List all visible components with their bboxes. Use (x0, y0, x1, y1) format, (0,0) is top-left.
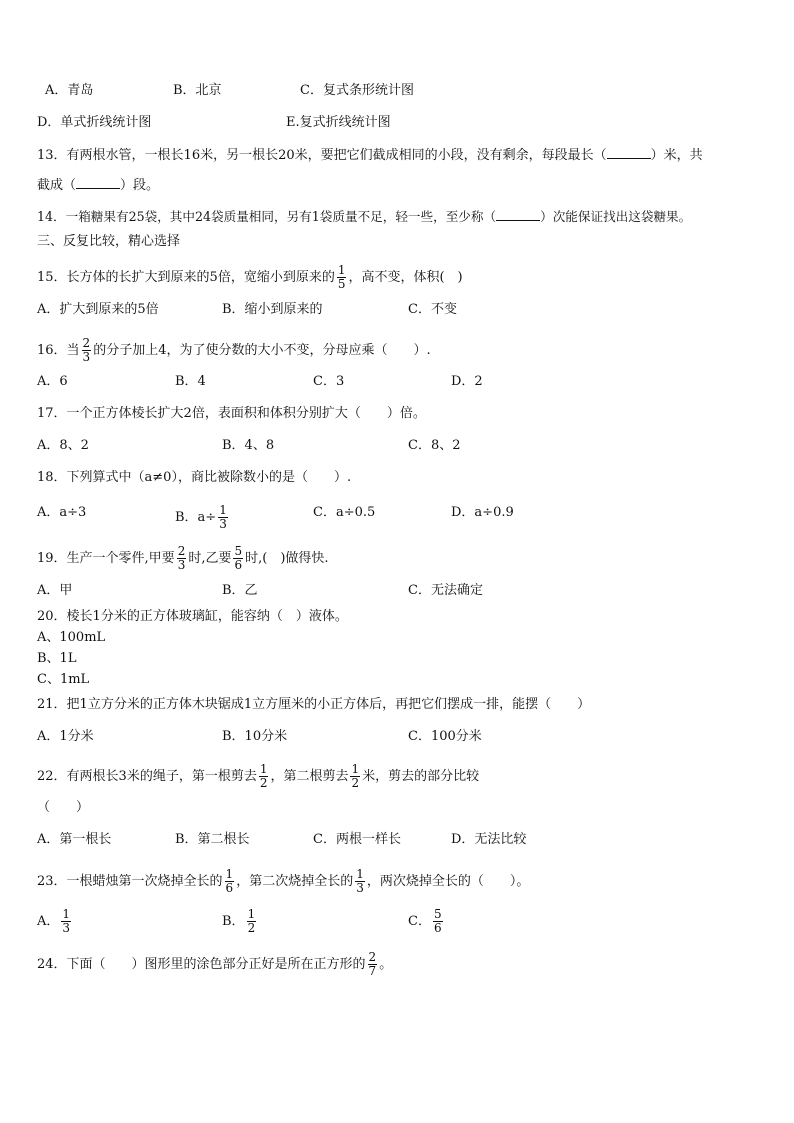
question-20: 20．棱长1分米的正方体玻璃缸，能容纳（ ）液体。 (37, 609, 348, 624)
question-22-line2: （ ） (37, 800, 90, 815)
option-a-prefix: A． (37, 914, 60, 929)
option-c: C．无法确定 (408, 583, 483, 598)
option-a: A．8、2 (37, 438, 89, 453)
option-a: A、100mL (37, 630, 106, 645)
fraction (350, 763, 360, 790)
denominator: 6 (234, 558, 243, 572)
question-15 (37, 264, 463, 291)
option-a: A．青岛 (45, 83, 94, 98)
q14-text-2: ）次能保证找出这袋糖果。 (540, 209, 692, 224)
question-13-line1 (37, 146, 703, 165)
option-d: D．a÷0.9 (451, 505, 514, 520)
option-a: A．6 (37, 374, 68, 389)
q15-text-1: 15．长方体的长扩大到原来的5倍，宽缩小到原来的 (37, 270, 335, 285)
section-heading: 三、反复比较，精心选择 (37, 234, 181, 249)
fraction (82, 337, 92, 364)
denominator: 2 (351, 776, 360, 790)
option-c: C、1mL (37, 672, 90, 687)
option-b: B．乙 (222, 583, 258, 598)
option-b: B．北京 (173, 83, 222, 98)
question-19 (37, 545, 329, 572)
option-d: D．2 (451, 374, 483, 389)
question-21: 21．把1立方分米的正方体木块锯成1立方厘米的小正方体后，再把它们摆成一排，能摆（ ） (37, 697, 591, 712)
q23-text-1: 23．一根蜡烛第一次烧掉全长的 (37, 874, 223, 889)
q13-text-2: ）米，共 (650, 148, 703, 163)
option-a: A．扩大到原来的5倍 (37, 302, 159, 317)
option-b (222, 908, 258, 935)
numerator: 1 (259, 762, 268, 776)
numerator: 2 (368, 950, 377, 964)
q23-text-3: ，两次烧掉全长的（ ）。 (366, 874, 530, 889)
fraction (225, 868, 235, 895)
question-24 (37, 951, 392, 978)
fraction (233, 545, 243, 572)
q22-text-2: ，第二根剪去 (270, 769, 349, 784)
question-14 (37, 208, 691, 226)
denominator: 6 (225, 881, 234, 895)
answer-blank (496, 208, 540, 221)
question-16 (37, 337, 431, 364)
denominator: 3 (62, 921, 71, 935)
question-22-line1 (37, 763, 479, 790)
option-c: C．复式条形统计图 (300, 83, 414, 98)
q14-text-1: 14．一箱糖果有25袋，其中24袋质量相同，另有1袋质量不足，轻一些，至少称（ (37, 209, 497, 224)
question-17: 17．一个正方体棱长扩大2倍，表面积和体积分别扩大（ ）倍。 (37, 406, 426, 421)
option-d: D．单式折线统计图 (37, 115, 152, 130)
numerator: 5 (433, 907, 442, 921)
numerator: 1 (356, 867, 364, 881)
numerator: 1 (219, 503, 227, 517)
option-e: E.复式折线统计图 (286, 115, 391, 130)
q19-text-2: 时,乙要 (188, 551, 232, 566)
denominator: 3 (219, 517, 227, 531)
option-c: C．不变 (408, 302, 457, 317)
denominator: 2 (259, 776, 268, 790)
option-c: C．8、2 (408, 438, 461, 453)
q16-text-2: 的分子加上4，为了使分数的大小不变，分母应乘（ ）. (93, 343, 431, 358)
q23-text-2: ，第二次烧掉全长的 (236, 874, 354, 889)
q24-text-1: 24．下面（ ）图形里的涂色部分正好是所在正方形的 (37, 957, 366, 972)
numerator: 5 (234, 544, 243, 558)
q13-text-3: 截成（ (37, 178, 77, 193)
option-c: C．3 (313, 374, 345, 389)
option-c: C．100分米 (408, 729, 482, 744)
denominator: 5 (337, 277, 346, 291)
option-c: C．两根一样长 (313, 832, 401, 847)
option-d: D．无法比较 (451, 832, 527, 847)
option-c-prefix: C． (408, 914, 431, 929)
numerator: 2 (82, 336, 91, 350)
option-b: B．10分米 (222, 729, 288, 744)
q19-text-3: 时,( )做得快. (245, 551, 329, 566)
q22-text-1: 22．有两根长3米的绳子，第一根剪去 (37, 769, 257, 784)
fraction (177, 545, 187, 572)
denominator: 3 (82, 350, 91, 364)
option-c (408, 908, 445, 935)
fraction (355, 868, 365, 895)
denominator: 6 (433, 921, 442, 935)
denominator: 2 (247, 921, 256, 935)
option-b: B．第二根长 (175, 832, 250, 847)
q19-text-1: 19．生产一个零件,甲要 (37, 551, 175, 566)
option-b-prefix: B． (222, 914, 245, 929)
q13-text-4: ）段。 (120, 178, 160, 193)
option-b: B．缩小到原来的 (222, 302, 323, 317)
option-a: A．a÷3 (37, 505, 87, 520)
fraction (259, 763, 269, 790)
option-b: B、1L (37, 651, 77, 666)
option-b: B．4、8 (222, 438, 275, 453)
numerator: 1 (247, 907, 256, 921)
numerator: 1 (337, 263, 346, 277)
question-23 (37, 868, 529, 895)
fraction (61, 908, 71, 935)
q13-text-1: 13．有两根水管，一根长16米，另一根长20米，要把它们截成相同的小段，没有剩余，每段最长（ (37, 148, 607, 163)
question-18: 18．下列算式中（a≠0），商比被除数小的是（ ）. (37, 470, 352, 485)
option-b: B．4 (175, 374, 206, 389)
denominator: 3 (177, 558, 186, 572)
q22-text-3: 米，剪去的部分比较 (362, 769, 480, 784)
option-a: A．第一根长 (37, 832, 112, 847)
option-a: A．甲 (37, 583, 73, 598)
numerator: 1 (225, 867, 234, 881)
option-a (37, 908, 73, 935)
fraction (433, 908, 443, 935)
fraction (368, 951, 378, 978)
numerator: 2 (177, 544, 186, 558)
question-13-line2 (37, 176, 159, 195)
fraction (247, 908, 257, 935)
q24-text-2: 。 (379, 957, 393, 972)
q15-text-2: ，高不变，体积( ) (348, 270, 463, 285)
option-c: C．a÷0.5 (313, 505, 376, 520)
answer-blank (76, 176, 120, 189)
option-a: A．1分米 (37, 729, 94, 744)
numerator: 1 (62, 907, 71, 921)
q16-text-1: 16．当 (37, 343, 80, 358)
denominator: 3 (356, 881, 364, 895)
numerator: 1 (351, 762, 360, 776)
answer-blank (607, 146, 651, 159)
fraction (337, 264, 347, 291)
option-b (175, 504, 230, 531)
denominator: 7 (368, 964, 377, 978)
fraction (218, 504, 228, 531)
option-b-prefix: B．a÷ (175, 510, 217, 525)
